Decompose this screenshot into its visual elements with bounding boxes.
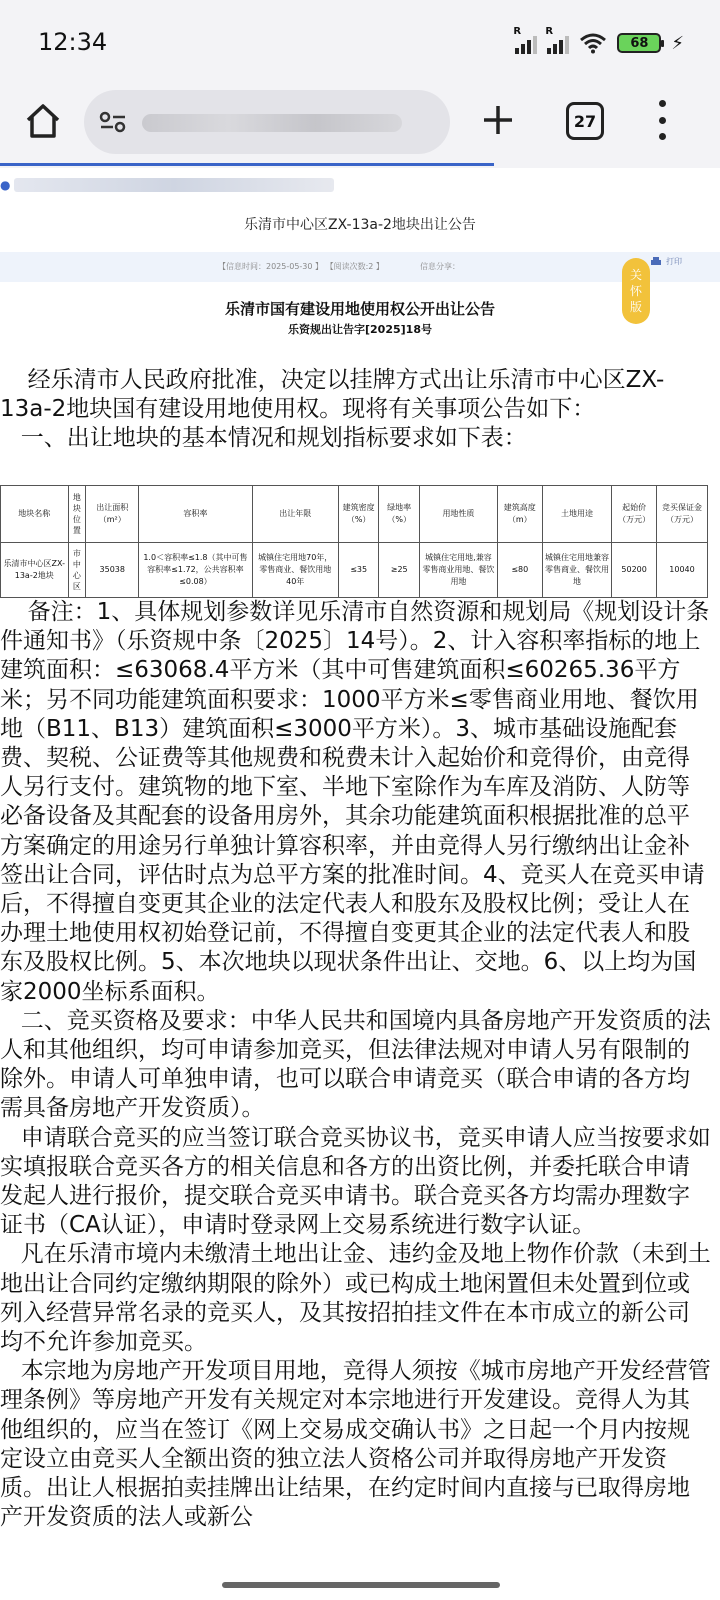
browser-toolbar [0, 82, 720, 168]
table-cell: 城镇住宅用地,兼容零售商业用地、餐饮用地 [419, 543, 497, 598]
address-bar[interactable] [84, 90, 450, 154]
paragraph-qualification: 二、竞买资格及要求：中华人民共和国境内具备房地产开发资质的法人和其他组织，均可申请参加竞买，但法律法规对申请人另有限制的除外。申请人可单独申请，也可以联合申请竞买（联合申请的各方均需具备房地产开发资质）。 [0, 1007, 711, 1122]
tab-count: 27 [573, 111, 597, 131]
info-time: 【信息时间：2025-05-30 】 [218, 262, 324, 271]
notice-number: 乐资规出让告字[2025]18号 [288, 323, 432, 336]
table-cell: 50200 [612, 543, 657, 598]
table-header: 建筑密度（%） [338, 486, 379, 543]
paragraph-restrictions: 凡在乐清市境内未缴清土地出让金、违约金及地上物作价款（未到土地出让合同约定缴纳期限的除外）或已构成土地闲置但未处置到位或列入经营异常名录的竞买人，及其按招拍挂文件在本市成立的新公司均不允许参加竞买。 [0, 1241, 711, 1356]
table-header: 地块位置 [68, 486, 86, 543]
charging-icon: ⚡ [671, 32, 684, 54]
table-header: 竞买保证金（万元） [656, 486, 707, 543]
article-intro [0, 366, 712, 453]
table-cell: 城镇住宅用地70年，零售商业、餐饮用地40年 [252, 543, 338, 598]
intro-paragraph: 经乐清市人民政府批准，决定以挂牌方式出让乐清市中心区ZX-13a-2地块国有建设用地使用权。现将有关事项公告如下： [0, 367, 665, 422]
wifi-icon [579, 32, 607, 54]
table-header: 建筑高度（m） [497, 486, 542, 543]
paragraph-notes: 备注：1、具体规划参数详见乐清市自然资源和规划局《规划设计条件通知书》（乐资规中条〔2025〕14号）。2、计入容积率指标的地上建筑面积：≤63068.4平方米（其中可售建筑面积≤60265.36平方米；另不同功能建筑面积要求：1000平方米≤零售商业用地、餐饮用地（B11、B13）建筑面积≤3000平方米）。3、城市基础设施配套费、契税、公证费等其他规费和税费未计入起始价和竞得价，由竞得人另行支付。建筑物的地下室、半地下室除作为车库及消防、人防等必备设备及其配套的设备用房外，其余功能建筑面积根据批准的总平方案确定的用途另行单独计算容积率，并由竞得人另行缴纳出让金补签出让合同，评估时点为总平方案的批准时间。4、竞买人在竞买申请后，不得擅自变更其企业的法定代表人和股东及股权比例；受让人在办理土地使用权初始登记前，不得擅自变更其企业的法定代表人和股东及股权比例。5、本次地块以现状条件出让、交地。6、以上均为国家2000坐标系面积。 [0, 599, 710, 1005]
status-time: 12:34 [38, 28, 108, 56]
care-char-2: 怀 [629, 284, 642, 298]
table-header: 起始价（万元） [612, 486, 657, 543]
table-header: 容积率 [139, 486, 252, 543]
table-cell: ≥25 [379, 543, 420, 598]
table-header: 出让面积（m²） [86, 486, 139, 543]
table-cell: 城镇住宅用地兼容零售商业、餐饮用地 [542, 543, 612, 598]
table-header: 土地用途 [542, 486, 612, 543]
table-row [1, 543, 708, 598]
section-heading-1: 一、出让地块的基本情况和规划指标要求如下表： [20, 425, 527, 451]
status-icons [513, 26, 684, 56]
table-header: 地块名称 [1, 486, 69, 543]
info-meta [218, 261, 384, 272]
table-cell: 1.0＜容积率≤1.8（其中可售容积率≤1.72，公共容积率≤0.08） [139, 543, 252, 598]
table-cell: 35038 [86, 543, 139, 598]
new-tab-button[interactable] [478, 100, 518, 140]
location-pin-icon: ● [0, 178, 11, 192]
table-cell: 市中心区 [68, 543, 86, 598]
breadcrumb-blurred [14, 178, 334, 192]
site-settings-icon[interactable] [98, 110, 128, 134]
table-cell: 10040 [656, 543, 707, 598]
more-menu-button[interactable] [652, 100, 672, 140]
table-cell: ≤80 [497, 543, 542, 598]
table-header: 用地性质 [419, 486, 497, 543]
site-header-strip [0, 168, 720, 202]
print-label: 打印 [666, 257, 682, 266]
page-title: 乐清市中心区ZX-13a-2地块出让公告 [244, 217, 476, 233]
info-views: 【阅读次数:2 】 [325, 262, 384, 271]
cellular-signal-icon: R [515, 32, 537, 54]
table-header: 出让年限 [252, 486, 338, 543]
battery-level: 68 [630, 35, 649, 51]
table-header-row [1, 486, 708, 543]
land-info-table [0, 485, 708, 598]
paragraph-development: 本宗地为房地产开发项目用地，竞得人须按《城市房地产开发经营管理条例》等房地产开发有关规定对本宗地进行开发建设。竞得人为其他组织的，应当在签订《网上交易成交确认书》之日起一个月内按规定设立由竞买人全额出资的独立法人资格公司并取得房地产开发资质。出让人根据拍卖挂牌出让结果，在约定时间内直接与已取得房地产开发资质的法人或新公 [0, 1358, 711, 1531]
info-share[interactable]: 信息分享： [420, 262, 460, 271]
info-bar [0, 252, 720, 282]
cellular-signal-2-icon: R [547, 32, 569, 54]
url-text-blurred [142, 114, 402, 132]
table-cell: ≤35 [338, 543, 379, 598]
article-body [0, 598, 712, 1533]
table-header: 绿地率（%） [379, 486, 420, 543]
notice-title: 乐清市国有建设用地使用权公开出让公告 [224, 300, 495, 318]
page-load-progress [0, 163, 494, 166]
printer-icon [650, 257, 662, 267]
care-char-3: 版 [629, 300, 642, 314]
home-button[interactable] [20, 98, 66, 144]
status-bar [0, 0, 720, 82]
gesture-nav-bar[interactable] [222, 1582, 500, 1588]
care-char-1: 关 [629, 268, 642, 282]
table-cell: 乐清市中心区ZX-13a-2地块 [1, 543, 69, 598]
tab-switcher-button[interactable] [566, 102, 604, 140]
print-link[interactable] [650, 256, 682, 267]
battery-icon [617, 33, 661, 53]
paragraph-joint-bid: 申请联合竞买的应当签订联合竞买协议书，竞买申请人应当按要求如实填报联合竞买各方的相关信息和各方的出资比例，并委托联合申请发起人进行报价，提交联合竞买申请书。联合竞买各方均需办理数字证书（CA认证），申请时登录网上交易系统进行数字认证。 [0, 1124, 711, 1239]
